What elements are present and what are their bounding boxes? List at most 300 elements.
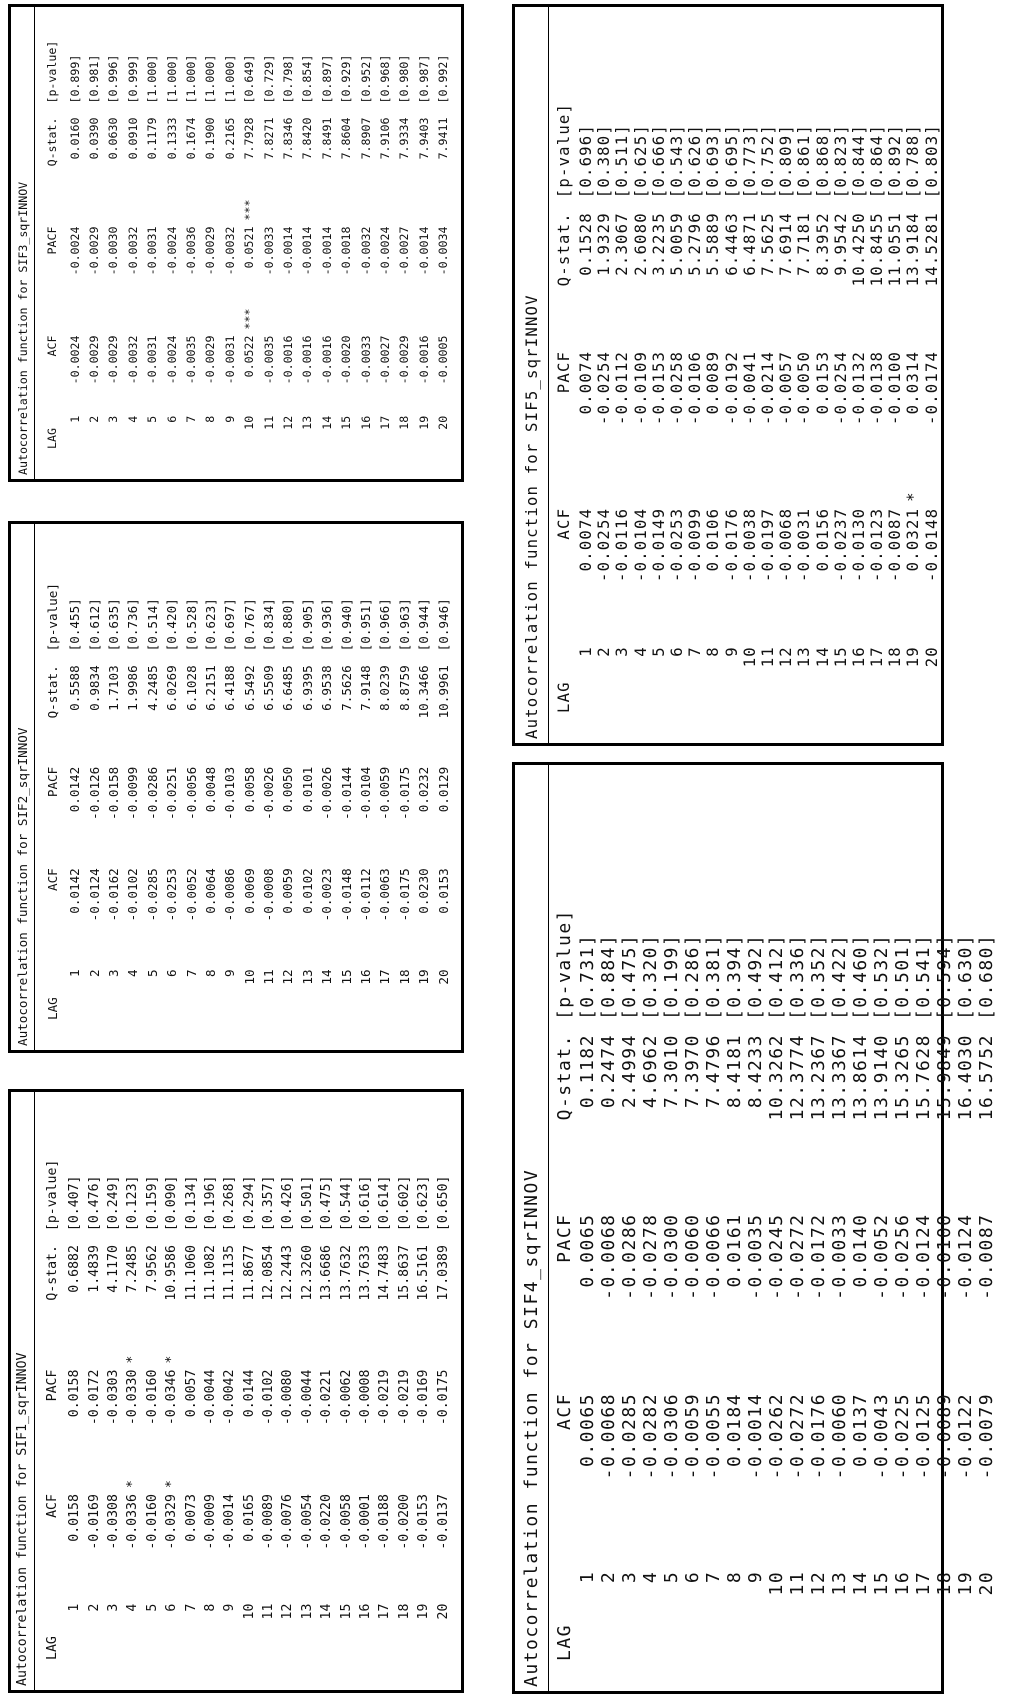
lag-cell: 10	[766, 1570, 787, 1596]
acf-cell: -0.0035	[184, 335, 199, 385]
acf-cell: -0.0086	[222, 868, 238, 922]
q-stat-cell: 16.5161	[416, 1245, 432, 1301]
acf-cell: -0.0225	[892, 1392, 913, 1480]
table-row	[123, 7, 142, 479]
table-row	[650, 23, 668, 743]
p-value-cell: [0.422]	[829, 933, 850, 1021]
pacf-cell: -0.0027	[397, 226, 412, 276]
lag-cell: 1	[67, 969, 83, 977]
lag-cell: 20	[435, 969, 451, 985]
pacf-significance	[595, 340, 613, 350]
p-value-cell: [0.854]	[300, 54, 315, 104]
lag-cell: 11	[261, 969, 277, 985]
pacf-significance	[143, 757, 162, 767]
p-value-cell: [0.736]	[125, 598, 141, 652]
q-stat-cell: 12.2443	[280, 1245, 296, 1301]
q-stat-cell: 0.0630	[106, 117, 121, 160]
q-stat-cell: 13.6686	[319, 1245, 335, 1301]
pacf-significance	[298, 757, 317, 767]
pacf-significance	[704, 340, 722, 350]
lag-cell: 15	[338, 1603, 354, 1620]
p-value-cell: [0.625]	[631, 124, 650, 199]
p-value-cell: [0.773]	[740, 124, 759, 199]
p-value-cell: [0.952]	[358, 54, 373, 104]
acf-significance	[104, 297, 123, 336]
lag-cell: 1	[577, 646, 596, 657]
acf-title: Autocorrelation function for SIF4_sqrINNOV	[515, 765, 549, 1691]
pacf-cell: -0.0192	[722, 350, 741, 425]
lag-cell: 15	[338, 969, 354, 985]
acf-significance	[162, 297, 181, 336]
pacf-cell: -0.0174	[922, 350, 941, 425]
pacf-cell: 0.0058	[241, 766, 257, 813]
p-value-cell: [0.880]	[280, 598, 296, 652]
acf-significance	[433, 297, 452, 336]
acf-cell: -0.0123	[868, 507, 887, 582]
q-stat-cell: 5.2796	[686, 212, 705, 276]
q-stat-cell: 17.0389	[435, 1245, 451, 1301]
pacf-cell: -0.0030	[106, 226, 121, 276]
table-row	[123, 1092, 142, 1690]
acf-header-row	[551, 791, 577, 1691]
lag-cell: 10	[241, 1603, 257, 1620]
pacf-cell: 0.0153	[813, 350, 832, 415]
table-row	[668, 23, 686, 743]
table-row	[850, 23, 868, 743]
q-stat-cell: 0.0160	[67, 117, 82, 160]
lag-cell: 16	[358, 1603, 374, 1620]
acf-cell: -0.0237	[831, 507, 850, 582]
p-value-cell: [1.000]	[203, 54, 218, 104]
table-row	[759, 23, 777, 743]
table-row	[832, 23, 850, 743]
acf-significance	[661, 1381, 682, 1393]
q-stat-cell: 7.4796	[703, 1034, 724, 1109]
column-header-pacf: PACF	[44, 1369, 60, 1402]
p-value-cell: [0.940]	[338, 598, 354, 652]
q-stat-cell: 6.1028	[183, 665, 199, 711]
pacf-cell: -0.0272	[787, 1213, 808, 1300]
acf-cell: -0.0016	[280, 335, 295, 385]
p-value-cell: [0.511]	[613, 124, 632, 199]
pacf-significance	[317, 188, 336, 227]
pacf-cell: -0.0014	[416, 226, 431, 276]
pacf-cell: -0.0109	[631, 350, 650, 425]
pacf-cell: -0.0042	[222, 1369, 238, 1426]
lag-cell: 18	[396, 969, 412, 985]
pacf-cell: -0.0060	[682, 1213, 703, 1300]
lag-cell: 19	[416, 1603, 432, 1620]
acf-significance	[104, 858, 123, 868]
acf-significance	[913, 1381, 934, 1393]
lag-cell: 6	[164, 415, 179, 423]
acf-cell: -0.0014	[745, 1392, 766, 1480]
acf-content	[11, 1092, 461, 1690]
lag-cell: 4	[125, 1603, 141, 1612]
acf-significance	[813, 479, 831, 508]
acf-cell: -0.0162	[105, 868, 121, 922]
q-stat-cell: 7.5625	[758, 212, 777, 276]
pacf-cell: 0.0065	[577, 1213, 598, 1288]
pacf-significance	[240, 1345, 259, 1370]
table-row	[868, 23, 886, 743]
acf-cell: -0.0035	[261, 335, 276, 385]
acf-significance	[181, 297, 200, 336]
p-value-cell: [0.823]	[831, 124, 850, 199]
table-row	[181, 1092, 200, 1690]
q-stat-cell: 7.8271	[261, 117, 276, 160]
lag-cell: 4	[125, 969, 141, 977]
pacf-significance	[181, 188, 200, 227]
acf-significance	[201, 1469, 220, 1494]
acf-cell: 0.0069	[241, 868, 257, 914]
acf-significance	[84, 858, 103, 868]
lag-cell: 6	[668, 646, 687, 657]
pacf-cell: -0.0032	[125, 226, 140, 276]
pacf-significance	[336, 188, 355, 227]
p-value-cell: [0.892]	[886, 124, 905, 199]
pacf-significance	[640, 1202, 661, 1214]
p-value-cell: [1.000]	[145, 54, 160, 104]
column-header-lag: LAG	[44, 997, 60, 1020]
lag-cell: 13	[299, 969, 315, 985]
pacf-cell: -0.0214	[758, 350, 777, 425]
acf-cell: -0.0122	[955, 1392, 976, 1480]
acf-significance	[598, 1381, 619, 1393]
q-stat-cell: 7.8604	[339, 117, 354, 160]
pacf-significance	[201, 188, 220, 227]
q-stat-cell: 6.4463	[722, 212, 741, 276]
table-row	[787, 791, 808, 1691]
lag-cell: 4	[125, 415, 140, 423]
pacf-cell: -0.0100	[886, 350, 905, 425]
pacf-significance	[123, 188, 142, 227]
table-row	[724, 791, 745, 1691]
pacf-cell: -0.0278	[640, 1213, 661, 1300]
p-value-cell: [0.695]	[722, 124, 741, 199]
table-row	[162, 1092, 181, 1690]
p-value-cell: [0.996]	[106, 54, 121, 104]
lag-cell: 7	[184, 415, 199, 423]
q-stat-cell: 12.0854	[261, 1245, 277, 1301]
q-stat-cell: 6.2151	[202, 665, 218, 711]
acf-significance	[278, 858, 297, 868]
lag-cell: 7	[183, 1603, 199, 1612]
lag-cell: 16	[849, 646, 868, 668]
acf-table	[39, 524, 453, 1050]
acf-header-row	[551, 23, 577, 743]
pacf-significance	[787, 1202, 808, 1214]
acf-significance	[395, 297, 414, 336]
q-stat-cell: 7.2485	[125, 1245, 141, 1293]
lag-cell: 5	[144, 969, 160, 977]
p-value-cell: [0.420]	[164, 598, 180, 652]
column-header-acf: ACF	[553, 1392, 575, 1430]
q-stat-cell: 2.3067	[613, 212, 632, 276]
q-stat-cell: 13.9184	[904, 212, 923, 287]
p-value-cell: [0.963]	[396, 598, 412, 652]
q-stat-cell: 11.1135	[222, 1245, 238, 1301]
lag-cell: 3	[613, 646, 632, 657]
pacf-significance	[703, 1202, 724, 1214]
lag-cell: 3	[105, 1603, 121, 1612]
acf-significance	[433, 858, 452, 868]
acf-cell: -0.0020	[339, 335, 354, 385]
table-row	[741, 23, 759, 743]
table-row	[395, 7, 414, 479]
q-stat-cell: 6.6485	[280, 665, 296, 711]
lag-cell: 17	[377, 969, 393, 985]
acf-significance	[375, 858, 394, 868]
acf-header-row	[39, 1092, 65, 1690]
q-stat-cell: 7.6914	[777, 212, 796, 276]
p-value-cell: [0.412]	[766, 933, 787, 1021]
p-value-cell: [0.475]	[619, 933, 640, 1021]
pacf-significance	[850, 1202, 871, 1214]
pacf-cell: -0.0036	[184, 226, 199, 276]
acf-cell: 0.0522	[242, 335, 257, 378]
pacf-significance	[976, 1202, 997, 1214]
column-header-q: Q-stat.	[44, 665, 60, 719]
q-stat-cell: 0.0390	[87, 117, 102, 160]
pacf-significance	[741, 340, 759, 350]
pacf-significance	[240, 757, 259, 767]
acf-significance	[220, 858, 239, 868]
pacf-cell: -0.0041	[740, 350, 759, 425]
acf-cell: -0.0148	[922, 507, 941, 582]
q-stat-cell: 10.8455	[868, 212, 887, 287]
pacf-significance	[162, 757, 181, 767]
pacf-cell: -0.0303	[105, 1369, 121, 1426]
acf-title: Autocorrelation function for SIF2_sqrINNOV	[11, 524, 35, 1050]
acf-cell: -0.0016	[416, 335, 431, 385]
table-row	[808, 791, 829, 1691]
column-header-q: Q-stat.	[555, 212, 573, 287]
lag-cell: 11	[261, 415, 276, 430]
q-stat-cell: 10.9586	[164, 1245, 180, 1301]
q-stat-cell: 13.9140	[871, 1034, 892, 1121]
acf-cell: -0.0009	[202, 1494, 218, 1550]
acf-significance	[619, 1381, 640, 1393]
acf-cell: -0.0130	[849, 507, 868, 582]
table-row	[84, 524, 103, 1050]
pacf-significance	[65, 1345, 84, 1370]
acf-cell: -0.0104	[631, 507, 650, 582]
table-row	[598, 791, 619, 1691]
acf-cell: -0.0197	[758, 507, 777, 582]
table-row	[375, 524, 394, 1050]
p-value-cell: [0.426]	[280, 1175, 296, 1232]
p-value-cell: [0.541]	[913, 933, 934, 1021]
pacf-significance	[868, 340, 886, 350]
p-value-cell: [1.000]	[164, 54, 179, 104]
pacf-cell: -0.0014	[300, 226, 315, 276]
table-row	[317, 7, 336, 479]
acf-cell: -0.0029	[397, 335, 412, 385]
q-stat-cell: 8.4181	[724, 1034, 745, 1109]
pacf-cell: -0.0052	[871, 1213, 892, 1300]
pacf-significance	[104, 188, 123, 227]
pacf-cell: -0.0014	[319, 226, 334, 276]
acf-cell: -0.0029	[106, 335, 121, 385]
q-stat-cell: 11.1060	[183, 1245, 199, 1301]
q-stat-cell: 7.8346	[280, 117, 295, 160]
table-row	[259, 524, 278, 1050]
pacf-significance	[65, 757, 84, 767]
table-row	[336, 1092, 355, 1690]
acf-cell: -0.0031	[145, 335, 160, 385]
lag-cell: 20	[976, 1570, 997, 1596]
column-header-spacer	[39, 297, 65, 336]
acf-significance	[278, 1469, 297, 1494]
pacf-significance	[766, 1202, 787, 1214]
q-stat-cell: 7.9562	[144, 1245, 160, 1293]
acf-significance	[829, 1381, 850, 1393]
acf-cell: 0.0230	[416, 868, 432, 914]
acf-cell: -0.0137	[435, 1494, 451, 1550]
pacf-significance	[220, 1345, 239, 1370]
pacf-significance	[414, 1345, 433, 1370]
pacf-cell: -0.0029	[87, 226, 102, 276]
pacf-cell: -0.0034	[436, 226, 451, 276]
column-header-spacer	[39, 858, 65, 868]
acf-significance	[143, 1469, 162, 1494]
acf-significance	[703, 1381, 724, 1393]
p-value-cell: [0.357]	[261, 1175, 277, 1232]
q-stat-cell: 7.8491	[319, 117, 334, 160]
pacf-significance	[259, 757, 278, 767]
pacf-cell: -0.0032	[222, 226, 237, 276]
table-row	[976, 791, 997, 1691]
lag-cell: 8	[704, 646, 723, 657]
q-stat-cell: 0.2474	[598, 1034, 619, 1109]
lag-cell: 5	[661, 1570, 682, 1584]
acf-significance	[143, 297, 162, 336]
acf-cell: -0.0068	[777, 507, 796, 582]
acf-significance	[84, 1469, 103, 1494]
lag-cell: 6	[682, 1570, 703, 1584]
p-value-cell: [0.394]	[724, 933, 745, 1021]
acf-cell: -0.0125	[913, 1392, 934, 1480]
table-row	[923, 23, 941, 743]
column-header-spacer	[39, 1345, 65, 1370]
q-stat-cell: 11.1082	[202, 1245, 218, 1301]
acf-significance	[923, 479, 941, 508]
p-value-cell: [0.936]	[319, 598, 335, 652]
pacf-cell: -0.0160	[144, 1369, 160, 1426]
table-row	[356, 7, 375, 479]
acf-significance	[759, 479, 777, 508]
acf-cell: 0.0065	[577, 1392, 598, 1467]
acf-cell: -0.0076	[280, 1494, 296, 1550]
lag-cell: 19	[416, 969, 432, 985]
acf-cell: -0.0059	[682, 1392, 703, 1480]
pacf-cell: -0.0066	[703, 1213, 724, 1300]
p-value-cell: [0.286]	[682, 933, 703, 1021]
table-row	[795, 23, 813, 743]
pacf-significance	[808, 1202, 829, 1214]
lag-cell: 15	[871, 1570, 892, 1596]
lag-cell: 17	[377, 1603, 393, 1620]
acf-significance	[317, 858, 336, 868]
table-row	[619, 791, 640, 1691]
table-row	[298, 1092, 317, 1690]
acf-significance	[640, 1381, 661, 1393]
acf-table	[39, 7, 453, 479]
q-stat-cell: 7.7181	[795, 212, 814, 276]
acf-significance	[162, 858, 181, 868]
pacf-cell: 0.0074	[577, 350, 596, 415]
p-value-cell: [0.616]	[358, 1175, 374, 1232]
q-stat-cell: 0.1674	[184, 117, 199, 160]
pacf-significance	[356, 188, 375, 227]
lag-cell: 4	[631, 646, 650, 657]
table-row	[934, 791, 955, 1691]
acf-cell: 0.0321	[904, 507, 923, 572]
q-stat-cell: 8.8759	[396, 665, 412, 711]
table-row	[240, 1092, 259, 1690]
pacf-cell: -0.0254	[831, 350, 850, 425]
acf-cell: 0.0102	[299, 868, 315, 914]
pacf-cell: -0.0219	[377, 1369, 393, 1426]
lag-cell: 19	[904, 646, 923, 668]
q-stat-cell: 15.9849	[934, 1034, 955, 1121]
p-value-cell: [0.514]	[144, 598, 160, 652]
pacf-significance	[433, 188, 452, 227]
p-value-cell: [0.649]	[242, 54, 257, 104]
acf-cell: -0.0079	[976, 1392, 997, 1480]
column-header-q: Q-stat.	[45, 117, 59, 167]
acf-panel-sif2	[8, 521, 464, 1053]
p-value-cell: [0.834]	[261, 598, 277, 652]
column-header-lag: LAG	[45, 428, 59, 449]
lag-cell: 13	[795, 646, 814, 668]
lag-cell: 12	[280, 415, 295, 430]
acf-cell: -0.0336	[125, 1494, 141, 1550]
lag-cell: 2	[86, 1603, 102, 1612]
lag-cell: 1	[67, 415, 82, 423]
acf-panel-sif3	[8, 4, 464, 482]
p-value-cell: [0.868]	[813, 124, 832, 199]
table-row	[298, 7, 317, 479]
p-value-cell: [0.612]	[86, 598, 102, 652]
pacf-significance	[278, 757, 297, 767]
table-row	[871, 791, 892, 1691]
acf-significance	[850, 1381, 871, 1393]
pacf-cell: -0.0258	[668, 350, 687, 425]
lag-cell: 3	[105, 969, 121, 977]
table-row	[913, 791, 934, 1691]
pacf-significance	[668, 340, 686, 350]
acf-title: Autocorrelation function for SIF5_sqrINNOV	[515, 7, 549, 743]
acf-cell: -0.0008	[261, 868, 277, 922]
acf-cell: -0.0116	[613, 507, 632, 582]
acf-table	[551, 791, 997, 1691]
table-row	[723, 23, 741, 743]
pacf-significance	[143, 1345, 162, 1370]
p-value-cell: [0.501]	[892, 933, 913, 1021]
acf-significance	[414, 297, 433, 336]
column-header-spacer	[551, 1202, 577, 1214]
pacf-significance	[162, 188, 181, 227]
lag-cell: 11	[261, 1603, 277, 1620]
table-row	[65, 1092, 84, 1690]
column-header-spacer	[39, 1469, 65, 1494]
acf-significance	[356, 1469, 375, 1494]
table-row	[84, 1092, 103, 1690]
acf-cell: -0.0024	[164, 335, 179, 385]
q-stat-cell: 8.4233	[745, 1034, 766, 1109]
